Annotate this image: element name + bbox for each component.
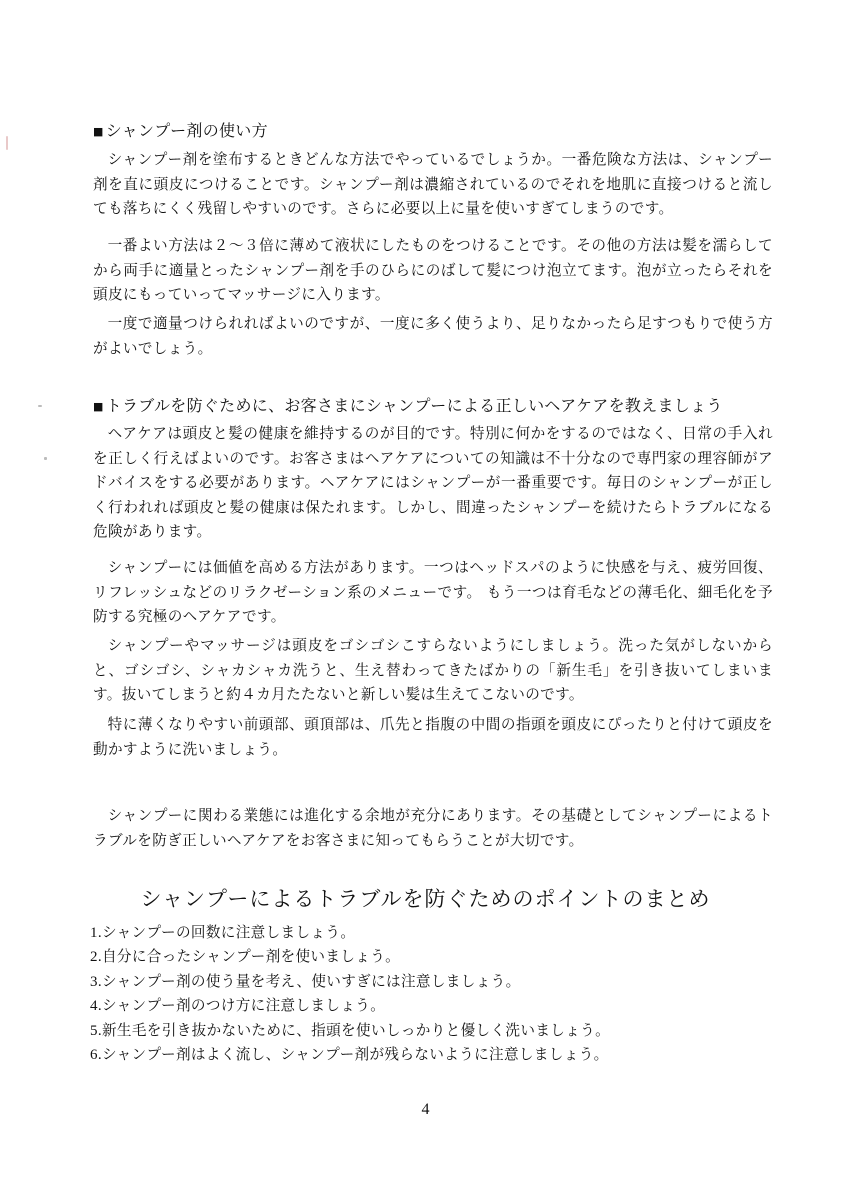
point-number: 1. bbox=[90, 925, 102, 941]
summary-point bbox=[90, 945, 790, 969]
section2-paragraph-1: ヘアケアは頭皮と髪の健康を維持するのが目的です。特別に何かをするのではなく、日常の手入れを正しく行えばよいのです。お客さまはヘアケアについての知識は不十分なので専門家の理容師がアドバイスをする必要があります。ヘアケアにはシャンプーが一番重要です。毎日のシャンプーが正しく行われれば頭皮と髪の健康は保たれます。しかし、間違ったシャンプーを続けたらトラブルになる危険があります。 bbox=[93, 425, 773, 541]
scan-speck bbox=[38, 405, 42, 407]
point-number: 3. bbox=[90, 973, 102, 990]
bullet-square-icon: ■ bbox=[93, 125, 104, 138]
point-number: 4. bbox=[90, 998, 102, 1015]
summary-title: シャンプーによるトラブルを防ぐためのポイントのまとめ bbox=[140, 887, 711, 911]
point-text: シャンプー剤はよく流し、シャンプー剤が残らないように注意しましょう。 bbox=[101, 1046, 609, 1064]
section1-paragraph-2: 一番よい方法は２～３倍に薄めて液状にしたものをつけることです。その他の方法は髪を濡らしてから両手に適量とったシャンプー剤を手のひらにのばして髪につけ泡立てます。泡が立ったらそれを頭皮にもっていってマッサージに入ります。 bbox=[93, 237, 773, 304]
page-number: 4 bbox=[421, 1101, 430, 1118]
summary-point bbox=[90, 970, 790, 994]
point-text: シャンプーの回数に注意しましょう。 bbox=[101, 924, 356, 941]
point-text: 新生毛を引き抜かないために、指頭を使いしっかりと優しく洗いましょう。 bbox=[101, 1021, 611, 1039]
summary-point bbox=[90, 1019, 790, 1043]
scan-speck bbox=[44, 457, 47, 460]
point-text: シャンプー剤の使う量を考え、使いすぎには注意しましょう。 bbox=[101, 972, 521, 990]
section2-paragraph-2: シャンプーには価値を高める方法があります。一つはヘッドスパのように快感を与え、疲労回復、リフレッシュなどのリラクゼーション系のメニューです。 もう一つは育毛などの薄毛化、細毛化を予防する究極のヘアケアです。 bbox=[93, 559, 773, 626]
section2-heading bbox=[93, 395, 723, 418]
point-number: 2. bbox=[90, 949, 102, 966]
section2-paragraph-4: 特に薄くなりやすい前頭部、頭頂部は、爪先と指腹の中間の指頭を頭皮にぴったりと付けて頭皮を動かすように洗いましょう。 bbox=[93, 716, 773, 758]
point-text: シャンプー剤のつけ方に注意しましょう。 bbox=[101, 997, 386, 1015]
section2-paragraph-3: シャンプーやマッサージは頭皮をゴシゴシこすらないようにしましょう。洗った気がしないからと、ゴシゴシ、シャカシャカ洗うと、生え替わってきたばかりの「新生毛」を引き抜いてしまいます。抜いてしまうと約４カ月たたないと新しい髪は生えてこないのです。 bbox=[93, 637, 773, 704]
scan-speck bbox=[6, 136, 8, 150]
summary-points-list bbox=[90, 921, 790, 1067]
closing-paragraph: シャンプーに関わる業態には進化する余地が充分にあります。その基礎としてシャンプーによるトラブルを防ぎ正しいヘアケアをお客さまに知ってもらうことが大切です。 bbox=[93, 807, 773, 849]
summary-point bbox=[90, 994, 790, 1018]
point-number: 5. bbox=[90, 1022, 102, 1039]
bullet-square-icon: ■ bbox=[93, 400, 104, 413]
point-number: 6. bbox=[90, 1047, 102, 1064]
summary-point bbox=[90, 1043, 790, 1067]
section2-heading-text: トラブルを防ぐために、お客さまにシャンプーによる正しいヘアケアを教えましょう bbox=[105, 396, 723, 415]
section1-paragraph-1: シャンプー剤を塗布するときどんな方法でやっているでしょうか。一番危険な方法は、シャンプー剤を直に頭皮につけることです。シャンプー剤は濃縮されているのでそれを地肌に直接つけると流しても落ちにくく残留しやすいのです。さらに必要以上に量を使いすぎてしまうのです。 bbox=[93, 151, 773, 218]
section1-paragraph-3: 一度で適量つけられればよいのですが、一度に多く使うより、足りなかったら足すつもりで使う方がよいでしょう。 bbox=[93, 315, 773, 357]
section1-heading-text: シャンプー剤の使い方 bbox=[105, 121, 268, 140]
section1-heading bbox=[93, 120, 268, 143]
summary-point bbox=[90, 921, 790, 945]
point-text: 自分に合ったシャンプー剤を使いましょう。 bbox=[101, 948, 401, 966]
